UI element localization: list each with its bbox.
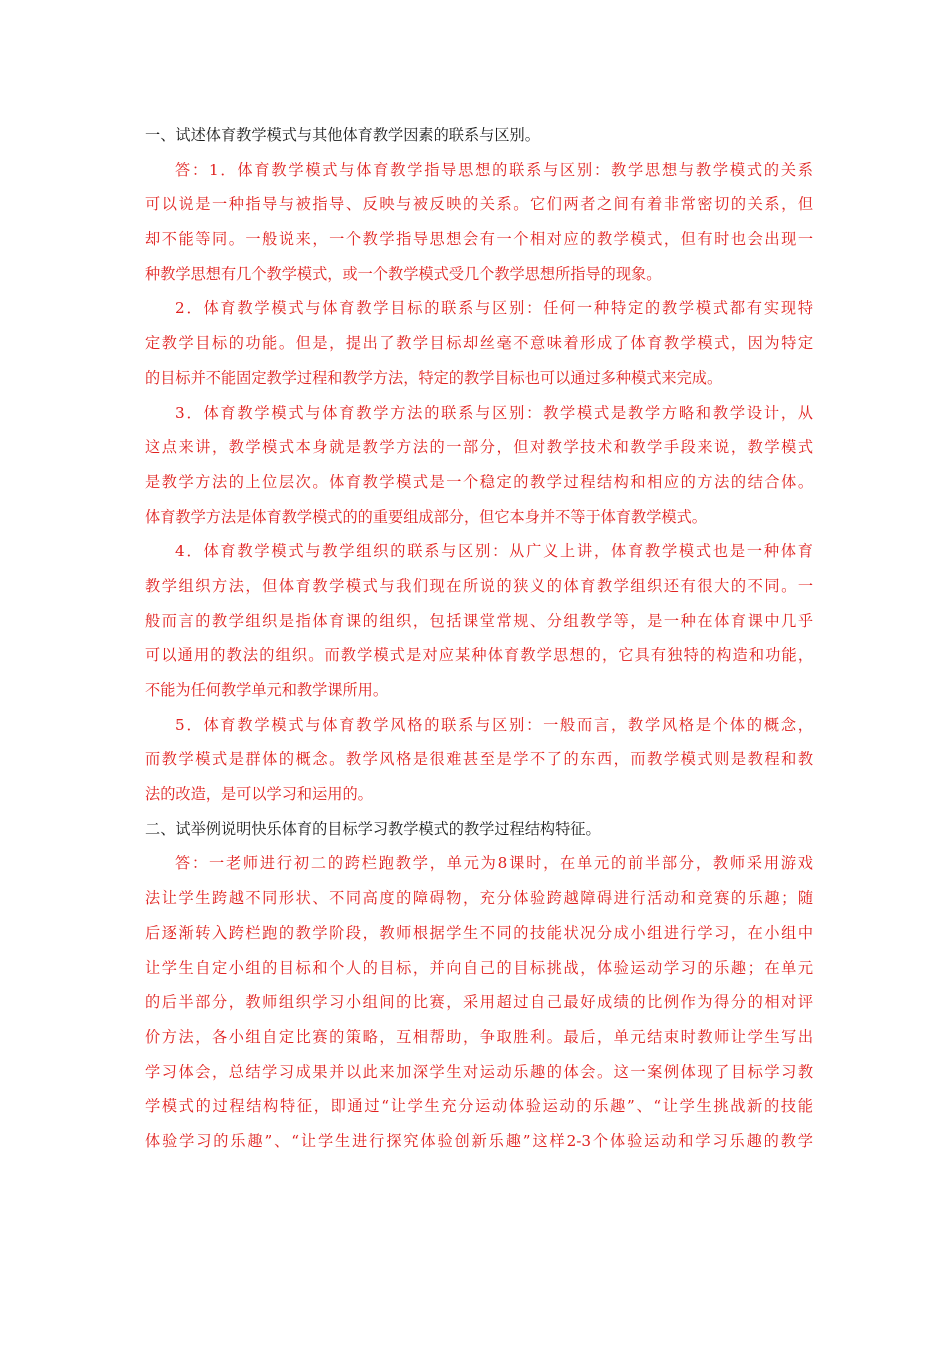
answer-line: 学模式的过程结构特征，即通过“让学生充分运动体验运动的乐趣”、“让学生挑战新的技能 bbox=[145, 1097, 813, 1116]
answer-line: 学习体会，总结学习成果并以此来加深学生对运动乐趣的体会。这一案例体现了目标学习教 bbox=[145, 1062, 813, 1081]
answer-line: 体验学习的乐趣”、“让学生进行探究体验创新乐趣”这样2-3个体验运动和学习乐趣的教学 bbox=[145, 1131, 813, 1150]
answer-line: 价方法，各小组自定比赛的策略，互相帮助，争取胜利。最后，单元结束时教师让学生写出 bbox=[145, 1027, 813, 1046]
answer-line: 的后半部分，教师组织学习小组间的比赛，采用超过自己最好成绩的比例作为得分的相对评 bbox=[145, 993, 813, 1012]
answer-line: 5．体育教学模式与体育教学风格的联系与区别：一般而言，教学风格是个体的概念， bbox=[175, 715, 813, 734]
answer-line: 般而言的教学组织是指体育课的组织，包括课堂常规、分组教学等，是一种在体育课中几乎 bbox=[145, 611, 813, 630]
answer-line: 法让学生跨越不同形状、不同高度的障碍物，充分体验跨越障碍进行活动和竞赛的乐趣；随 bbox=[145, 889, 813, 908]
answer-line: 答：一老师进行初二的跨栏跑教学，单元为8课时，在单元的前半部分，教师采用游戏 bbox=[175, 854, 813, 873]
answer-line: 可以通用的教法的组织。而教学模式是对应某种体育教学思想的，它具有独特的构造和功能， bbox=[145, 646, 813, 665]
answer-line: 的目标并不能固定教学过程和教学方法，特定的教学目标也可以通过多种模式来完成。 bbox=[145, 368, 723, 387]
answer-line: 却不能等同。一般说来，一个教学指导思想会有一个相对应的教学模式，但有时也会出现一 bbox=[145, 230, 813, 249]
answer-line: 而教学模式是群体的概念。教学风格是很难甚至是学不了的东西，而教学模式则是教程和教 bbox=[145, 750, 813, 769]
answer-line: 2．体育教学模式与体育教学目标的联系与区别：任何一种特定的教学模式都有实现特 bbox=[175, 299, 813, 318]
answer-line: 不能为任何教学单元和教学课所用。 bbox=[145, 681, 388, 699]
answer-line: 体育教学方法是体育教学模式的的重要组成部分，但它本身并不等于体育教学模式。 bbox=[145, 507, 707, 526]
question-line: 一、试述体育教学模式与其他体育教学因素的联系与区别。 bbox=[145, 126, 540, 144]
answer-line: 答：1．体育教学模式与体育教学指导思想的联系与区别：教学思想与教学模式的关系 bbox=[175, 160, 813, 179]
answer-line: 后逐渐转入跨栏跑的教学阶段，教师根据学生不同的技能状况分成小组进行学习，在小组中 bbox=[145, 923, 813, 942]
answer-line: 是教学方法的上位层次。体育教学模式是一个稳定的教学过程结构和相应的方法的结合体。 bbox=[145, 472, 813, 491]
answer-line: 3．体育教学模式与体育教学方法的联系与区别：教学模式是教学方略和教学设计，从 bbox=[175, 403, 813, 422]
answer-line: 这点来讲，教学模式本身就是教学方法的一部分，但对教学技术和教学手段来说，教学模式 bbox=[145, 438, 813, 457]
answer-line: 定教学目标的功能。但是，提出了教学目标却丝毫不意味着形成了体育教学模式，因为特定 bbox=[145, 334, 813, 353]
answer-line: 种教学思想有几个教学模式，或一个教学模式受几个教学思想所指导的现象。 bbox=[145, 264, 662, 283]
document-page bbox=[145, 118, 813, 1159]
answer-line: 让学生自定小组的目标和个人的目标，并向自己的目标挑战，体验运动学习的乐趣；在单元 bbox=[145, 958, 813, 977]
answer-line: 4．体育教学模式与教学组织的联系与区别：从广义上讲，体育教学模式也是一种体育 bbox=[175, 542, 813, 561]
answer-line: 教学组织方法，但体育教学模式与我们现在所说的狭义的体育教学组织还有很大的不同。一 bbox=[145, 576, 813, 595]
answer-line: 可以说是一种指导与被指导、反映与被反映的关系。它们两者之间有着非常密切的关系，但 bbox=[145, 195, 813, 214]
question-line: 二、试举例说明快乐体育的目标学习教学模式的教学过程结构特征。 bbox=[145, 819, 601, 838]
answer-line: 法的改造，是可以学习和运用的。 bbox=[145, 785, 373, 804]
